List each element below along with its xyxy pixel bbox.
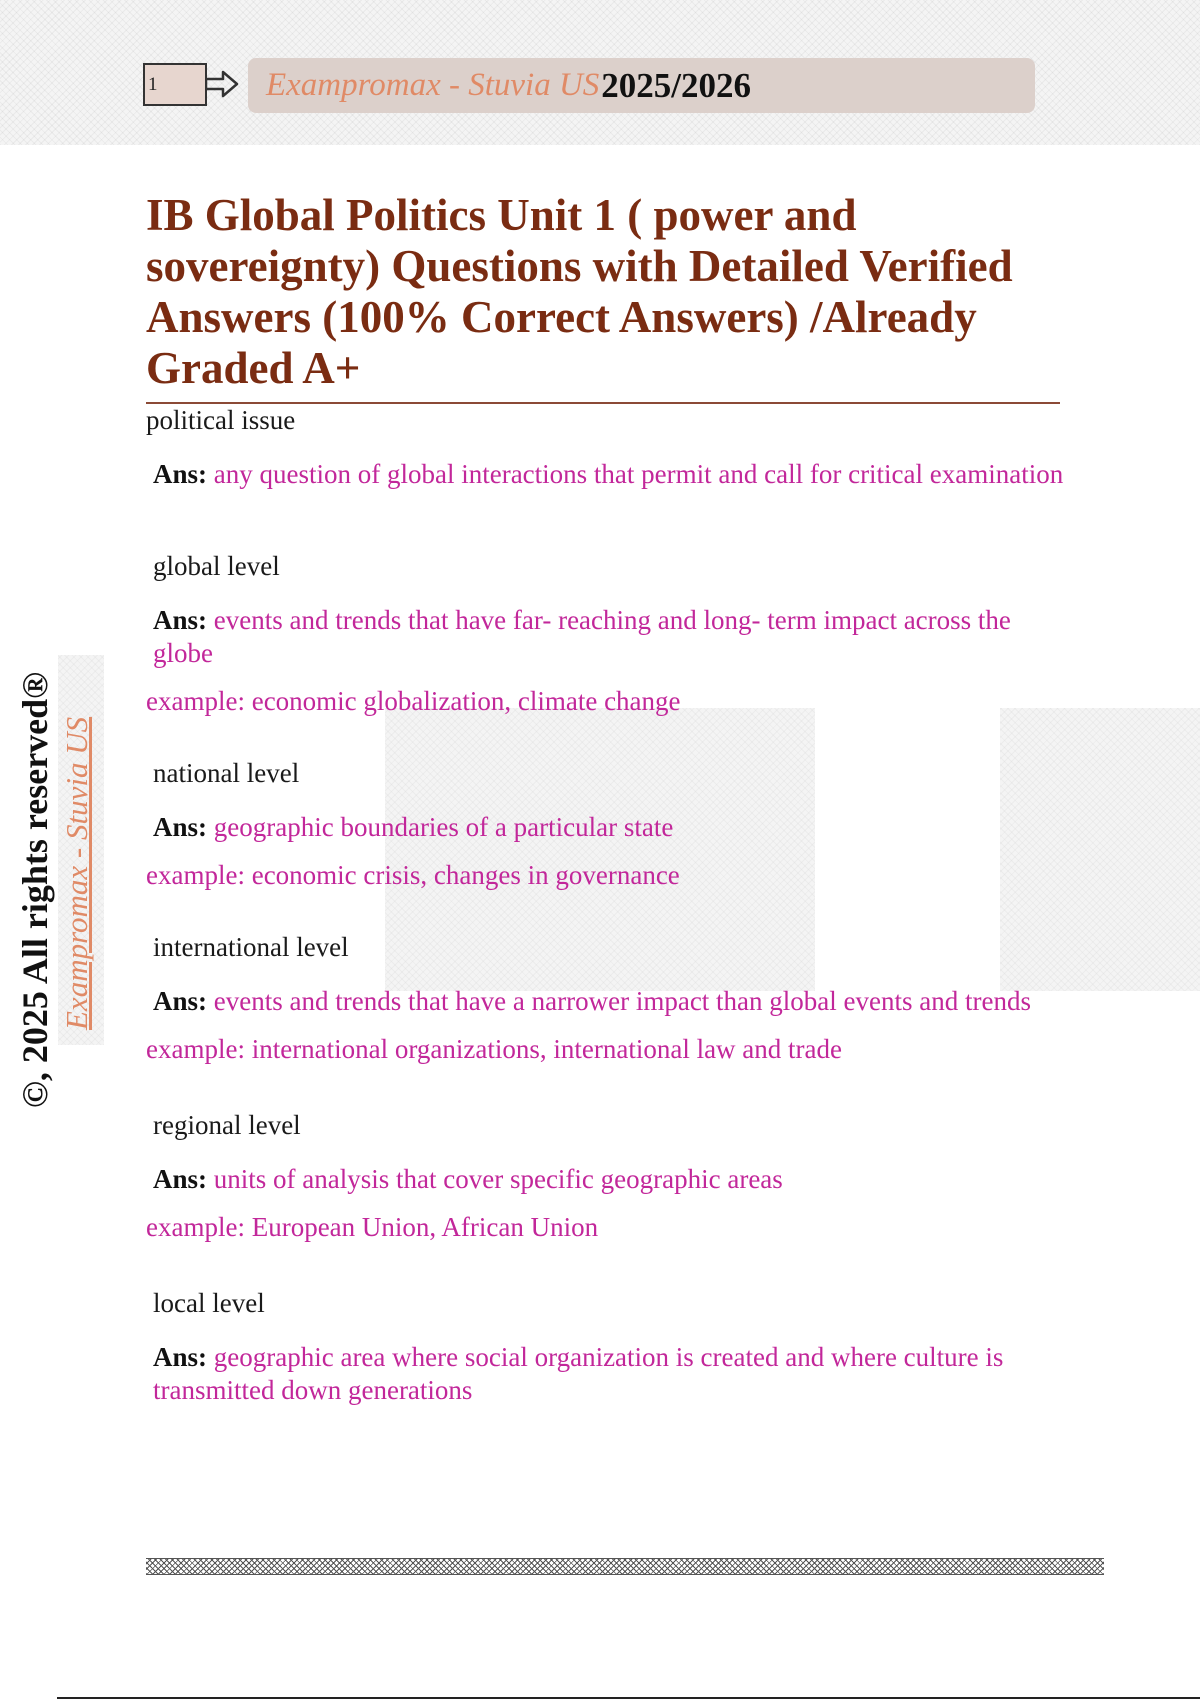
qa-item: [146, 758, 1066, 892]
question-term: local level: [153, 1288, 265, 1318]
answer-prefix: Ans:: [153, 605, 208, 635]
question-term: regional level: [153, 1110, 301, 1140]
footer-rule: [57, 1697, 1200, 1699]
side-copyright: ©, 2025 All rights reserved®: [15, 671, 55, 1108]
answer-prefix: Ans:: [153, 1164, 208, 1194]
example-text: example: European Union, African Union: [146, 1212, 599, 1242]
qa-item: [146, 1110, 1066, 1244]
header-year: 2025/2026: [601, 65, 752, 105]
example-text: example: economic globalization, climate change: [146, 686, 681, 716]
answer-text: events and trends that have a narrower impact than global events and trends: [213, 986, 1031, 1016]
qa-item: [146, 405, 1066, 491]
qa-item: [146, 1288, 1066, 1407]
answer-text: events and trends that have far- reaching and long- term impact across the globe: [153, 605, 1011, 668]
answer: [146, 1341, 1066, 1407]
answer: [146, 604, 1066, 670]
answer-prefix: Ans:: [153, 986, 208, 1016]
answer-prefix: Ans:: [153, 459, 208, 489]
hatched-divider: [146, 1558, 1104, 1575]
example-text: example: economic crisis, changes in governance: [146, 860, 680, 890]
document-title: IB Global Politics Unit 1 ( power and sovereignty) Questions with Detailed Verified Answers (100% Correct Answers) /Already Graded A+: [146, 190, 1060, 404]
qa-item: [146, 551, 1066, 718]
header-banner: [248, 58, 1035, 113]
example-text: example: international organizations, international law and trade: [146, 1034, 843, 1064]
answer-prefix: Ans:: [153, 1342, 208, 1372]
answer: [146, 811, 1066, 844]
answer-text: geographic area where social organization is created and where culture is transmitted down generations: [153, 1342, 1004, 1405]
answer-text: any question of global interactions that permit and call for critical examination: [213, 459, 1064, 489]
answer-text: geographic boundaries of a particular state: [213, 812, 674, 842]
answer: [146, 458, 1066, 491]
answer: [146, 985, 1066, 1018]
answer-text: units of analysis that cover specific geographic areas: [213, 1164, 783, 1194]
qa-item: [146, 932, 1066, 1066]
answer-prefix: Ans:: [153, 812, 208, 842]
arrow-right-icon: [205, 69, 239, 99]
question-term: political issue: [146, 405, 296, 435]
question-term: national level: [153, 758, 300, 788]
question-term: international level: [153, 932, 349, 962]
side-brand-link[interactable]: Exampromax - Stuvia US: [59, 716, 94, 1030]
qa-list: [146, 405, 1066, 1407]
header-brand: Exampromax - Stuvia US: [266, 67, 600, 103]
answer: [146, 1163, 1066, 1196]
question-term: global level: [153, 551, 280, 581]
page-number-badge: 1: [143, 63, 207, 106]
